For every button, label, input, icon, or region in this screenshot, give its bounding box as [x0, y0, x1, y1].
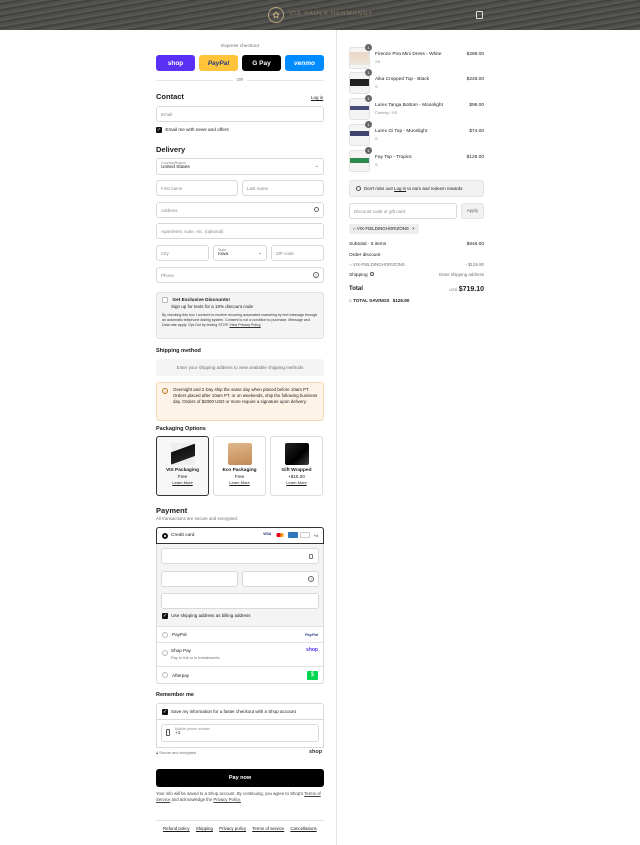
discount-code: VIX-FIELDINGHORIZONS — [352, 262, 405, 267]
help-icon[interactable]: ? — [314, 273, 318, 278]
privacy-policy-footer-link[interactable]: Privacy policy — [219, 826, 247, 831]
paypal-button[interactable]: PayPal — [199, 55, 238, 71]
subtotal-row — [349, 242, 484, 247]
item-price: $248.00 — [466, 77, 484, 82]
shop-pay-radio[interactable] — [162, 650, 168, 656]
packaging-option-gift[interactable] — [270, 436, 323, 496]
shipping-notice — [156, 382, 324, 421]
shop-pay-button[interactable]: shop — [156, 55, 195, 71]
quantity-badge: 1 — [365, 69, 372, 76]
total-value: $719.10 — [458, 286, 484, 293]
more-cards-count: +4 — [313, 532, 318, 538]
payment-title: Payment — [156, 506, 188, 515]
contact-title: Contact — [156, 92, 184, 101]
quantity-badge: 1 — [365, 44, 372, 51]
cart-item — [349, 72, 484, 96]
rewards-post: to earn and redeem rewards — [407, 186, 463, 191]
info-icon — [356, 186, 361, 191]
item-price: $288.00 — [466, 52, 484, 57]
legal-pre: Your info will be saved to a Shop account. By continuing, you agree to Shop's — [156, 791, 304, 796]
eco-packaging-image — [228, 443, 252, 465]
gift-wrapped-image — [285, 443, 309, 465]
shop-pay-option[interactable] — [157, 642, 323, 666]
cart-item — [349, 150, 484, 174]
paypal-label: PayPal — [172, 632, 187, 637]
pay-now-button[interactable]: Pay now — [156, 769, 324, 787]
mobile-phone-value: +1 — [175, 731, 181, 736]
shop-pay-subtitle: Pay in full or in installments — [171, 655, 220, 660]
security-code-input[interactable] — [242, 571, 319, 587]
google-pay-button[interactable]: G Pay — [242, 55, 281, 71]
quantity-badge: 1 — [365, 147, 372, 154]
expiration-input[interactable] — [161, 571, 238, 587]
order-discount-label: Order discount — [349, 253, 381, 258]
sms-legal: By checking this box I consent to receive recurring automated marketing by text message through an automatic telephone dialing system. Consent is not a condition to purchase. Message and Data rate apply. Opt-Out by texting STOP. — [162, 313, 318, 328]
discount-placeholder: Discount code or gift card — [354, 208, 406, 214]
credit-card-label: Credit card — [171, 533, 195, 538]
packaging-price: Free — [234, 474, 245, 479]
shipping-method-placeholder: Enter your shipping address to view available shipping methods — [156, 359, 324, 376]
item-price: $98.00 — [469, 103, 484, 108]
afterpay-label: Afterpay — [172, 672, 190, 678]
phone-icon — [166, 729, 170, 736]
shipping-value: Enter shipping address — [439, 272, 484, 277]
state-value: Iowa — [218, 252, 229, 257]
terms-of-service-link[interactable]: Terms of service — [252, 826, 285, 831]
remove-code-icon[interactable]: × — [412, 226, 415, 231]
item-variant: Cheeky / XS — [375, 110, 398, 115]
item-name: Firenze Pira Mini Dress - White — [375, 52, 442, 57]
email-input[interactable] — [156, 106, 324, 122]
paypal-logo: PayPal — [304, 632, 318, 637]
shipping-row — [349, 272, 484, 278]
packaging-price: +$15.00 — [288, 474, 305, 479]
shop-pay-label: Shop Pay — [171, 648, 191, 653]
paypal-radio[interactable] — [162, 632, 168, 638]
total-label: Total — [349, 286, 363, 292]
shipping-label: Shipping — [349, 273, 368, 278]
total-row — [349, 286, 484, 296]
footer-links — [163, 826, 322, 831]
item-price: $74.00 — [469, 129, 484, 134]
sms-signup-box — [156, 292, 324, 339]
search-icon — [314, 207, 319, 212]
savings-value: $126.90 — [392, 298, 410, 303]
name-on-card-input[interactable] — [161, 593, 319, 609]
applied-code: VIX-FIELDINGHORIZONS — [356, 226, 409, 231]
save-info-checkbox[interactable]: ✓ — [162, 708, 168, 715]
brand-logo-icon[interactable]: ✿ — [268, 7, 284, 23]
rewards-banner — [349, 180, 484, 197]
login-link[interactable]: Log in — [311, 95, 324, 100]
packaging-name: VIX Packaging — [165, 468, 200, 473]
legal-mid: and acknowledge the — [171, 797, 213, 802]
savings-label: TOTAL SAVINGS — [353, 298, 390, 303]
amex-icon — [288, 532, 298, 538]
address-input[interactable] — [156, 202, 324, 218]
quantity-badge: 1 — [365, 95, 372, 102]
phone-placeholder: Phone — [161, 272, 175, 278]
save-info-label: Save my information for a faster checkout with a Shop account — [171, 709, 296, 714]
apartment-placeholder: Apartment, suite, etc. (optional) — [161, 228, 224, 234]
tag-icon: ⌂ — [349, 298, 352, 303]
last-name-placeholder: Last name — [247, 185, 269, 191]
card-number-input[interactable] — [161, 548, 319, 564]
learn-more-link[interactable]: Learn More — [286, 480, 307, 485]
warning-icon: ! — [162, 388, 168, 394]
state-select[interactable] — [213, 245, 267, 261]
state-label: State — [218, 248, 227, 252]
legal-text — [156, 791, 324, 803]
afterpay-radio[interactable] — [162, 672, 168, 678]
sms-title: Get Exclusive Discounts! — [172, 298, 230, 304]
city-input[interactable] — [156, 245, 209, 261]
packaging-title: Packaging Options — [156, 426, 206, 432]
secure-note — [156, 751, 196, 755]
zip-placeholder: ZIP code — [276, 250, 294, 256]
delivery-title: Delivery — [156, 145, 186, 154]
packaging-option-eco[interactable] — [213, 436, 266, 496]
packaging-price: Free — [177, 474, 188, 479]
column-divider — [336, 30, 337, 845]
or-divider-text: OR — [233, 77, 247, 82]
country-value: United States — [161, 165, 190, 170]
discount-value: - $126.90 — [465, 262, 484, 267]
item-name: Fay Top - Tropics — [375, 155, 412, 160]
shop-logo: shop — [309, 749, 323, 755]
item-variant: S — [375, 136, 378, 141]
applied-code-chip — [349, 224, 419, 234]
currency-code: USD — [449, 288, 458, 292]
sms-checkbox[interactable] — [162, 297, 168, 303]
help-icon[interactable] — [370, 272, 374, 276]
shipping-notice-text: Overnight and 2 Day ship the same day when placed before 10am PT. Orders placed after 10am PT, or on weekends, ship the following business day. Orders of $2000 USD or more require a signature upon delivery. — [173, 387, 318, 404]
subtotal-value: $846.00 — [466, 242, 484, 247]
lock-icon: 🔒︎ — [156, 751, 159, 755]
discount-row — [349, 262, 484, 267]
savings-row — [349, 298, 484, 303]
country-select[interactable] — [156, 158, 324, 175]
rewards-pre: Don't miss out! — [364, 186, 393, 191]
packaging-option-vix[interactable] — [156, 436, 209, 496]
chevron-down-icon: ⌄ — [314, 163, 319, 169]
afterpay-option[interactable] — [157, 666, 323, 683]
billing-label: Use shipping address as billing address — [171, 613, 251, 619]
billing-checkbox-row[interactable] — [162, 613, 251, 619]
zip-input[interactable] — [271, 245, 324, 261]
lock-icon — [309, 554, 313, 559]
item-name: Lurex Tanga Bottom - Moonlight — [375, 103, 443, 108]
last-name-input[interactable] — [242, 180, 324, 196]
payment-subtitle: All transactions are secure and encrypted. — [156, 516, 239, 521]
mobile-phone-input[interactable] — [161, 724, 319, 742]
country-label: Country/Region — [161, 161, 186, 165]
apply-button[interactable]: Apply — [461, 203, 484, 219]
first-name-input[interactable] — [156, 180, 238, 196]
discover-icon — [300, 532, 310, 538]
item-name: Lurex Gi Top - Moonlight — [375, 129, 428, 134]
shipping-link[interactable]: Shipping — [195, 826, 213, 831]
address-placeholder: Address — [161, 207, 178, 213]
express-checkout-label: Express checkout — [221, 44, 259, 49]
packaging-name: Gift Wrapped — [281, 468, 312, 473]
phone-panel — [156, 720, 324, 748]
paypal-option[interactable] — [157, 626, 323, 642]
apartment-input[interactable] — [156, 223, 324, 239]
chevron-down-icon: ⌄ — [257, 250, 262, 256]
visa-icon: VISA — [263, 532, 272, 537]
save-info-row[interactable] — [156, 703, 324, 720]
learn-more-link[interactable]: Learn More — [229, 480, 250, 485]
tag-icon: ⌂ — [349, 262, 352, 267]
email-placeholder: Email — [161, 111, 173, 117]
city-placeholder: City — [161, 250, 169, 256]
item-variant: S — [375, 84, 378, 89]
quantity-badge: 1 — [365, 121, 372, 128]
subtotal-label: Subtotal · 5 items — [349, 242, 387, 247]
cart-item — [349, 98, 484, 122]
news-checkbox[interactable]: ✓ — [156, 127, 162, 133]
brand-logo-text[interactable]: VIX PAULA HERMANNY — [289, 11, 374, 17]
first-name-placeholder: First name — [161, 185, 183, 191]
news-checkbox-row[interactable] — [156, 127, 229, 133]
item-price: $128.00 — [466, 155, 484, 160]
footer-divider — [156, 820, 324, 821]
rewards-login-link[interactable]: Log in — [394, 186, 407, 191]
item-variant: XS — [375, 59, 381, 64]
sms-subtitle: Sign up for texts for a 15% discount code — [171, 304, 254, 310]
packaging-name: Eco Packaging — [222, 468, 257, 473]
cart-item — [349, 124, 484, 148]
venmo-button[interactable]: venmo — [285, 55, 324, 71]
shop-pay-logo: shop — [306, 647, 318, 653]
cancellations-link[interactable]: Cancellations — [290, 826, 317, 831]
privacy-link[interactable]: Privacy Policy. — [213, 797, 241, 802]
mastercard-icon — [275, 532, 285, 538]
phone-input[interactable] — [156, 267, 324, 283]
refund-policy-link[interactable]: Refund policy — [163, 826, 190, 831]
secure-text: Secure and encrypted — [159, 751, 197, 755]
shipping-method-title: Shipping method — [156, 348, 201, 354]
afterpay-logo: $ — [307, 671, 318, 680]
learn-more-link[interactable]: Learn More — [172, 480, 193, 485]
discount-input[interactable] — [349, 203, 457, 219]
mobile-phone-label: Mobile phone number — [175, 727, 210, 731]
item-variant: S — [375, 162, 378, 167]
header-banner — [0, 0, 640, 30]
help-icon[interactable]: ? — [309, 577, 313, 582]
credit-card-radio[interactable] — [162, 533, 168, 539]
cart-item — [349, 47, 484, 71]
remember-me-title: Remember me — [156, 692, 194, 698]
item-name: Aika Cropped Top - Black — [375, 77, 430, 82]
shopping-bag-icon[interactable] — [476, 11, 483, 19]
terms-link[interactable]: Terms of Service — [156, 791, 321, 802]
news-label: Email me with news and offers — [165, 127, 229, 133]
tag-icon: ⌂ — [353, 226, 356, 231]
vix-packaging-image — [171, 443, 195, 465]
credit-card-option[interactable] — [156, 527, 324, 544]
privacy-policy-link[interactable]: View Privacy Policy — [229, 323, 261, 328]
billing-checkbox[interactable]: ✓ — [162, 613, 168, 619]
